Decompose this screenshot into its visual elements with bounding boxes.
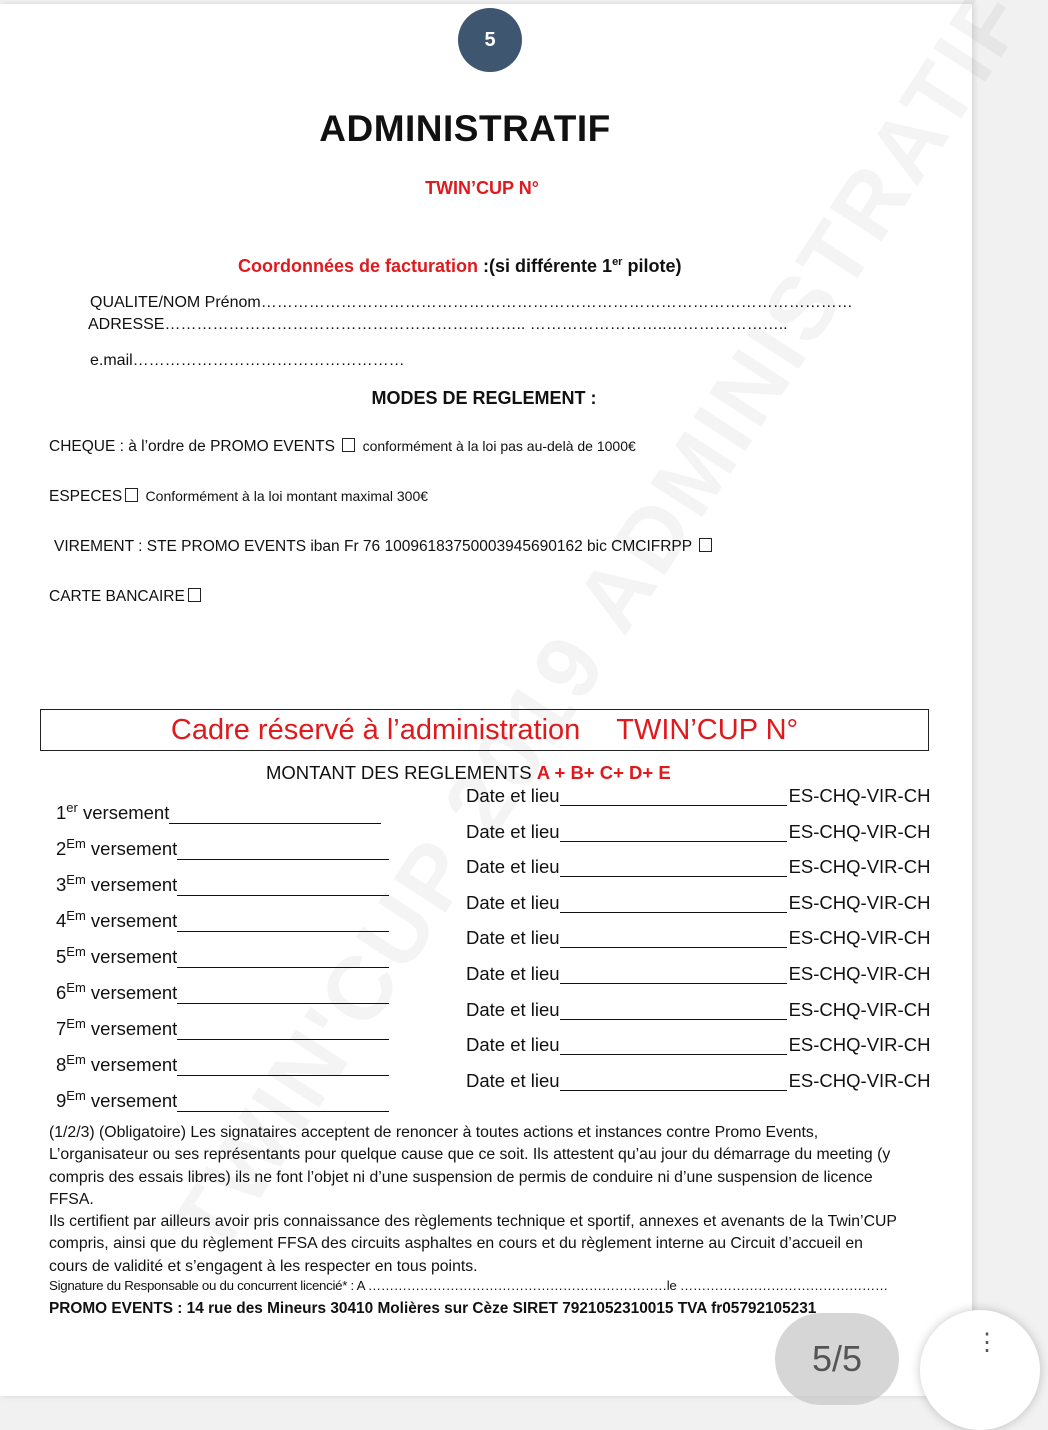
versement-label: $8^{Em}$ versement	[56, 1052, 178, 1076]
date-lieu-row	[466, 1034, 930, 1056]
carte-label: CARTE BANCAIRE	[49, 588, 185, 605]
date-lieu-line[interactable]	[560, 1019, 787, 1020]
cheque-row	[49, 438, 636, 456]
date-lieu-line[interactable]	[560, 1054, 787, 1055]
versement-label: $4^{Em}$ versement	[56, 908, 178, 932]
payment-code: ES-CHQ-VIR-CH	[788, 856, 931, 877]
page-indicator: 5/5	[775, 1313, 899, 1405]
versement-row	[56, 980, 389, 1004]
date-lieu-label: Date et lieu	[466, 999, 560, 1020]
subtitle: TWIN’CUP N°	[425, 178, 539, 198]
date-lieu-line[interactable]	[560, 912, 787, 913]
date-lieu-label: Date et lieu	[466, 1034, 560, 1055]
versement-amount-line[interactable]	[177, 931, 389, 932]
admin-box-label: Cadre réservé à l’administration	[170, 713, 581, 746]
payment-code: ES-CHQ-VIR-CH	[788, 785, 931, 806]
payment-code: ES-CHQ-VIR-CH	[788, 1070, 931, 1091]
versement-label: 1er versement	[56, 800, 170, 824]
date-lieu-label: Date et lieu	[466, 927, 560, 948]
payment-code: ES-CHQ-VIR-CH	[788, 821, 931, 842]
versement-amount-line[interactable]	[177, 1111, 389, 1112]
versement-label: $6^{Em}$ versement	[56, 980, 178, 1004]
virement-label: VIREMENT : STE PROMO EVENTS iban Fr 76 10096183750003945690162 bic CMCIFRPP	[54, 538, 692, 555]
scroll-handle[interactable]	[920, 1310, 1040, 1430]
date-lieu-row	[466, 821, 930, 843]
document-page	[0, 4, 972, 1396]
versement-row	[56, 944, 389, 968]
payment-code: ES-CHQ-VIR-CH	[788, 892, 931, 913]
versement-row	[56, 836, 389, 860]
date-lieu-line[interactable]	[560, 947, 787, 948]
versement-row	[56, 908, 389, 932]
especes-note: Conformément à la loi montant maximal 300€	[145, 488, 429, 504]
date-lieu-line[interactable]	[560, 805, 787, 806]
date-lieu-row	[466, 856, 930, 878]
date-lieu-label: Date et lieu	[466, 821, 560, 842]
qualite-nom-field[interactable]: QUALITE/NOM Prénom…………………………………………………………………………………………………	[90, 294, 853, 311]
cheque-label: CHEQUE : à l’ordre de PROMO EVENTS	[49, 438, 335, 455]
date-lieu-row	[466, 999, 930, 1021]
date-lieu-line[interactable]	[560, 841, 787, 842]
billing-heading-red: Coordonnées de facturation	[238, 256, 479, 276]
versement-amount-line[interactable]	[177, 967, 389, 968]
versement-row	[56, 800, 381, 824]
virement-row	[54, 538, 715, 556]
adresse-field[interactable]: ADRESSE………………………………………………………….. ……………………..…………………..	[88, 316, 788, 333]
payment-code: ES-CHQ-VIR-CH	[788, 1034, 931, 1055]
date-lieu-label: Date et lieu	[466, 1070, 560, 1091]
date-lieu-label: Date et lieu	[466, 856, 560, 877]
versement-label: $7^{Em}$ versement	[56, 1016, 178, 1040]
date-lieu-line[interactable]	[560, 1090, 787, 1091]
versement-amount-line[interactable]	[177, 1075, 389, 1076]
versement-row	[56, 1052, 389, 1076]
page-number-badge: 5	[458, 8, 522, 72]
page-title: ADMINISTRATIF	[319, 108, 611, 149]
versement-amount-line[interactable]	[177, 1003, 389, 1004]
date-lieu-row	[466, 892, 930, 914]
date-lieu-line[interactable]	[560, 983, 787, 984]
legal-paragraph-1: (1/2/3) (Obligatoire) Les signataires acceptent de renoncer à toutes actions et instances contre Promo Events, L’organisateur ou ses représentants pour quelque cause que ce soit. Ils attestent qu’au jour du démarrage du meeting (y compris des essais libres) ils ne font l’objet ni d’une suspension de permis de conduire ni d’une suspension de licence FFSA.	[49, 1124, 891, 1208]
admin-box-twincup: TWIN’CUP N°	[616, 713, 799, 746]
legal-paragraph-2: Ils certifient par ailleurs avoir pris connaissance des règlements technique et sportif, annexes et avenants de la Twin’CUP compris, ainsi que du règlement FFSA des circuits asphaltes en cours et du règlement interne au Circuit d’accueil en cours de validité et s’engagent à les respecter en tous points.	[49, 1213, 897, 1275]
legal-text	[49, 1122, 899, 1278]
versement-row	[56, 1088, 389, 1112]
carte-row	[49, 588, 204, 606]
versement-amount-line[interactable]	[177, 1039, 389, 1040]
date-lieu-line[interactable]	[560, 876, 787, 877]
more-icon[interactable]: ⋮	[975, 1329, 999, 1356]
date-lieu-label: Date et lieu	[466, 892, 560, 913]
date-lieu-row	[466, 1070, 930, 1092]
versement-label: $9^{Em}$ versement	[56, 1088, 178, 1112]
billing-heading-rest: :(si différente 1	[478, 256, 613, 276]
billing-heading	[238, 256, 681, 277]
especes-label: ESPECES	[49, 488, 123, 505]
versement-amount-line[interactable]	[169, 823, 381, 824]
date-lieu-row	[466, 927, 930, 949]
payment-code: ES-CHQ-VIR-CH	[788, 999, 931, 1020]
montant-formula: A + B+ C+ D+ E	[536, 762, 671, 783]
especes-row	[49, 488, 428, 506]
versement-row	[56, 872, 389, 896]
versement-label: $5^{Em}$ versement	[56, 944, 178, 968]
footer-address: PROMO EVENTS : 14 rue des Mineurs 30410 Molières sur Cèze SIRET 7921052310015 TVA fr05792105231	[49, 1300, 817, 1317]
versement-amount-line[interactable]	[177, 859, 389, 860]
payment-code: ES-CHQ-VIR-CH	[788, 927, 931, 948]
modes-heading: MODES DE REGLEMENT :	[371, 388, 597, 408]
versement-amount-line[interactable]	[177, 895, 389, 896]
cheque-note: conformément à la loi pas au-delà de 1000€	[362, 438, 636, 454]
versement-label: $3^{Em}$ versement	[56, 872, 178, 896]
date-lieu-label: Date et lieu	[466, 785, 560, 806]
billing-heading-end: pilote)	[622, 256, 682, 276]
admin-reserved-box	[40, 709, 929, 751]
carte-checkbox[interactable]	[188, 588, 201, 602]
payment-code: ES-CHQ-VIR-CH	[788, 963, 931, 984]
virement-checkbox[interactable]	[699, 538, 712, 552]
versement-label: $2^{Em}$ versement	[56, 836, 178, 860]
date-lieu-label: Date et lieu	[466, 963, 560, 984]
signature-line[interactable]: Signature du Responsable ou du concurrent licencié* : A ……………………………………………………………le …………………………………………	[49, 1278, 888, 1293]
date-lieu-row	[466, 963, 930, 985]
email-field[interactable]: e.mail……………………………………………	[90, 352, 405, 369]
montant-heading	[266, 762, 671, 784]
especes-checkbox[interactable]	[125, 488, 138, 502]
billing-heading-sup: er	[612, 256, 623, 268]
date-lieu-row	[466, 785, 930, 807]
cheque-checkbox[interactable]	[342, 438, 355, 452]
versement-row	[56, 1016, 389, 1040]
montant-label: MONTANT DES REGLEMENTS	[266, 762, 537, 783]
